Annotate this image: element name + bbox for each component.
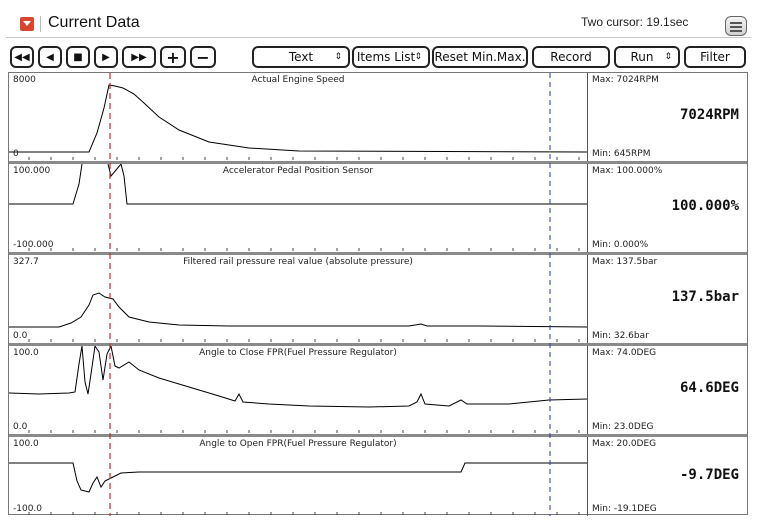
value-box (588, 346, 747, 434)
plot-area[interactable] (9, 73, 587, 161)
cursor-info: Two cursor: 19.1sec (581, 15, 689, 29)
max-value: Max: 7024RPM (592, 75, 659, 85)
plot-area[interactable] (9, 255, 587, 343)
fast-backward-icon: ◀◀ (14, 51, 30, 63)
run-label: Run (630, 50, 654, 64)
current-value: 7024RPM (679, 107, 739, 123)
graph-panel-pedal-position (9, 164, 747, 252)
current-value: 64.6DEG (679, 380, 739, 396)
zoom-out-button[interactable] (190, 46, 216, 68)
reset-minmax-button[interactable] (432, 46, 528, 68)
value-box (588, 437, 747, 516)
record-button[interactable] (532, 46, 610, 68)
hamburger-icon[interactable] (725, 16, 747, 36)
data-graph-area[interactable] (8, 72, 748, 515)
title-separator (40, 16, 41, 32)
max-value: Max: 74.0DEG (592, 348, 657, 358)
fast-backward-button[interactable] (10, 46, 34, 68)
value-box (588, 73, 747, 161)
play-icon: ▶ (102, 51, 110, 63)
y-axis-min: -100.0 (13, 504, 43, 514)
max-value: Max: 137.5bar (592, 257, 658, 267)
zoom-in-button[interactable] (160, 46, 186, 68)
run-select[interactable] (614, 46, 680, 68)
panel-title: Accelerator Pedal Position Sensor (222, 166, 374, 176)
minus-icon: − (196, 47, 210, 67)
plot-area[interactable] (9, 346, 587, 434)
fast-forward-icon: ▶▶ (131, 51, 147, 63)
panel-title: Angle to Open FPR(Fuel Pressure Regulator) (199, 439, 397, 449)
step-back-button[interactable] (38, 46, 62, 68)
stop-icon: ■ (73, 51, 83, 63)
graph-panel-fpr-open (9, 437, 747, 516)
max-value: Max: 100.000% (592, 166, 663, 176)
current-value: -9.7DEG (679, 467, 739, 483)
current-value: 100.000% (671, 198, 739, 214)
updown-icon: ⇕ (414, 52, 422, 62)
updown-icon: ⇕ (334, 52, 342, 62)
min-value: Min: 0.000% (592, 240, 649, 250)
panel-title: Actual Engine Speed (251, 75, 345, 85)
rail-pressure-trace (9, 255, 587, 343)
filter-label: Filter (700, 50, 730, 64)
filter-button[interactable] (684, 46, 746, 68)
step-back-icon: ◀ (46, 51, 54, 63)
stop-button[interactable] (66, 46, 90, 68)
dropdown-icon[interactable] (20, 17, 34, 31)
panel-title: Angle to Close FPR(Fuel Pressure Regulator) (199, 348, 397, 358)
y-axis-max: 8000 (13, 75, 36, 85)
min-value: Min: -19.1DEG (592, 504, 657, 514)
y-axis-max: 100.0 (13, 439, 39, 449)
record-label: Record (550, 50, 592, 64)
view-mode-label: Text (288, 50, 314, 64)
max-value: Max: 20.0DEG (592, 439, 657, 449)
y-axis-max: 100.000 (13, 166, 51, 176)
plus-icon: + (166, 47, 180, 67)
min-value: Min: 23.0DEG (592, 422, 654, 432)
updown-icon: ⇕ (664, 52, 672, 62)
y-axis-min: 0.0 (13, 422, 28, 432)
current-value: 137.5bar (671, 289, 739, 305)
y-axis-max: 100.0 (13, 348, 39, 358)
y-axis-max: 327.7 (13, 257, 39, 267)
items-list-select[interactable] (352, 46, 430, 68)
reset-label: Reset Min.Max. (434, 50, 526, 64)
panel-title: Filtered rail pressure real value (absolute pressure) (183, 257, 413, 267)
view-mode-select[interactable] (252, 46, 350, 68)
graph-panel-fpr-close (9, 346, 747, 434)
toolbar (0, 44, 758, 70)
min-value: Min: 32.6bar (592, 331, 649, 341)
pedal-position-trace (9, 164, 587, 252)
min-value: Min: 645RPM (592, 149, 651, 159)
graph-panel-engine-speed (9, 73, 747, 161)
fast-forward-button[interactable] (122, 46, 156, 68)
plot-area[interactable] (9, 437, 587, 516)
graph-panel-rail-pressure (9, 255, 747, 343)
page-title: Current Data (48, 14, 140, 31)
value-box (588, 164, 747, 252)
items-list-label: Items List (356, 50, 416, 64)
y-axis-min: 0.0 (13, 331, 28, 341)
value-box (588, 255, 747, 343)
play-button[interactable] (94, 46, 118, 68)
fpr-close-trace (9, 346, 587, 434)
y-axis-min: -100.000 (13, 240, 54, 250)
engine-speed-trace (9, 73, 587, 161)
plot-area[interactable] (9, 164, 587, 252)
y-axis-min: 0 (13, 149, 19, 159)
title-bar (6, 8, 751, 38)
